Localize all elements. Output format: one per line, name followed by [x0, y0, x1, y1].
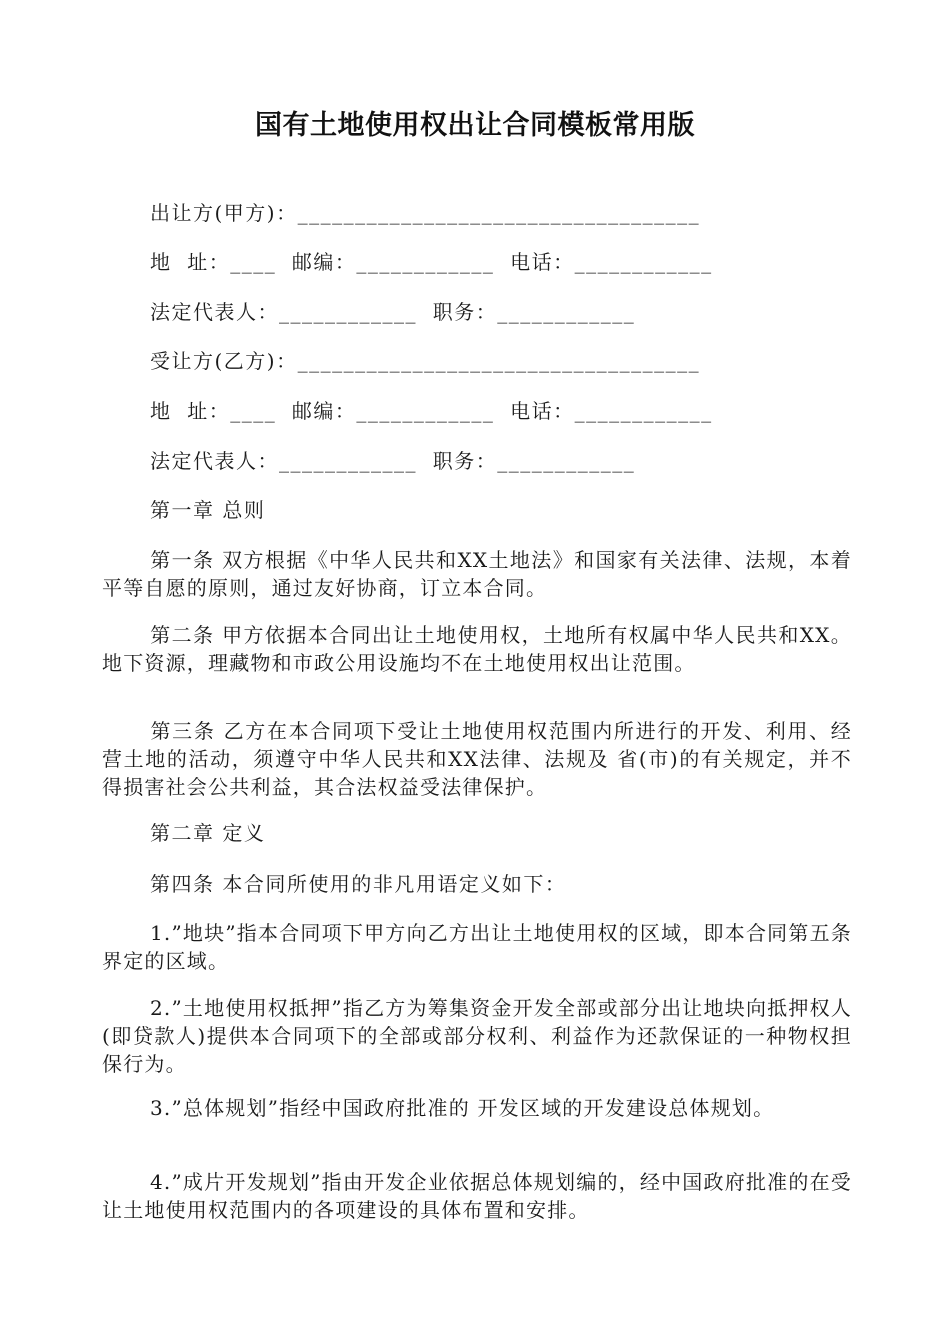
- definition-three: [102, 1094, 852, 1122]
- definition-one: [102, 919, 852, 975]
- article-three-text: 第三条 乙方在本合同项下受让土地使用权范围内所进行的开发、利用、经营土地的活动，须遵守中华人民共和XX法律、法规及 省(市)的有关规定，并不得损害社会公共利益，其合法权益受法律保护。: [102, 719, 852, 799]
- article-one: [102, 546, 852, 602]
- definition-four: [102, 1168, 852, 1224]
- chapter-one-heading: 第一章 总则: [150, 498, 266, 522]
- definition-four-text: 4.”成片开发规划”指由开发企业依据总体规划编的，经中国政府批准的在受让土地使用权范围内的各项建设的具体布置和安排。: [102, 1170, 852, 1222]
- chapter-two-heading: 第二章 定义: [150, 821, 266, 845]
- definition-two: [102, 994, 852, 1078]
- article-one-text: 第一条 双方根据《中华人民共和XX土地法》和国家有关法律、法规，本着平等自愿的原则，通过友好协商，订立本合同。: [102, 548, 852, 600]
- article-four: 第四条 本合同所使用的非凡用语定义如下：: [150, 872, 567, 896]
- grantor-representative-line: 法定代表人：____________ 职务：____________: [150, 300, 636, 324]
- grantee-address-line: 地 址：____ 邮编：____________ 电话：____________: [150, 399, 713, 423]
- document-title: 国有土地使用权出让合同模板常用版: [255, 110, 695, 141]
- grantee-line: 受让方(乙方)：___________________________________: [150, 349, 701, 373]
- grantor-line: 出让方(甲方)：___________________________________: [150, 201, 701, 225]
- article-three: [102, 717, 852, 801]
- definition-three-text: 3.”总体规划”指经中国政府批准的 开发区域的开发建设总体规划。: [150, 1096, 775, 1120]
- grantor-address-line: 地 址：____ 邮编：____________ 电话：____________: [150, 250, 713, 274]
- article-two: [102, 621, 852, 677]
- definition-one-text: 1.”地块”指本合同项下甲方向乙方出让土地使用权的区域，即本合同第五条界定的区域。: [102, 921, 852, 973]
- definition-two-text: 2.”土地使用权抵押”指乙方为筹集资金开发全部或部分出让地块向抵押权人(即贷款人)提供本合同项下的全部或部分权利、利益作为还款保证的一种物权担保行为。: [102, 996, 852, 1076]
- grantee-representative-line: 法定代表人：____________ 职务：____________: [150, 449, 636, 473]
- article-two-text: 第二条 甲方依据本合同出让土地使用权，土地所有权属中华人民共和XX。地下资源，理藏物和市政公用设施均不在土地使用权出让范围。: [102, 623, 852, 675]
